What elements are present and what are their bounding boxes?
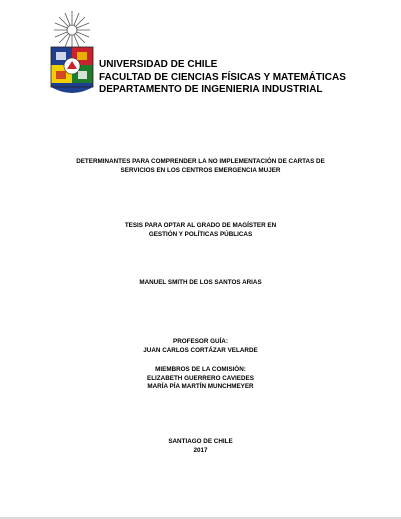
advisor-label: PROFESOR GUÍA: — [173, 338, 228, 345]
thesis-title — [0, 158, 401, 175]
thesis-title-line-2: SERVICIOS EN LOS CENTROS EMERGENCIA MUJER — [120, 166, 281, 174]
department-name: DEPARTAMENTO DE INGENIERIA INDUSTRIAL — [99, 84, 323, 95]
degree-line-2: GESTIÓN Y POLÍTICAS PÚBLICAS — [148, 230, 253, 238]
committee-block — [0, 366, 401, 392]
author-block — [0, 279, 401, 288]
advisor-name: JUAN CARLOS CORTÁZAR VELARDE — [143, 346, 258, 354]
place-date-block — [0, 438, 401, 455]
crest-shield — [51, 47, 93, 93]
faculty-name: FACULTAD DE CIENCIAS FÍSICAS Y MATEMÁTICAS — [99, 71, 346, 83]
university-crest-icon — [50, 11, 94, 95]
degree-line-1: TESIS PARA OPTAR AL GRADO DE MAGÍSTER EN — [124, 222, 277, 229]
university-name: UNIVERSIDAD DE CHILE — [99, 59, 218, 70]
committee-member: MARÍA PÍA MARTÍN MUNCHMEYER — [147, 383, 254, 391]
degree-statement — [0, 222, 401, 239]
city: SANTIAGO DE CHILE — [168, 438, 233, 445]
thesis-title-line-1: DETERMINANTES PARA COMPRENDER LA NO IMPLEMENTACIÓN DE CARTAS DE — [76, 158, 325, 165]
advisor-block — [0, 338, 401, 355]
institution-header — [99, 59, 346, 97]
year: 2017 — [193, 446, 208, 454]
author-name: MANUEL SMITH DE LOS SANTOS ARIAS — [139, 279, 262, 286]
committee-label: MIEMBROS DE LA COMISIÓN: — [155, 366, 246, 373]
committee-member: ELIZABETH GUERRERO CAVIEDES — [147, 374, 254, 382]
